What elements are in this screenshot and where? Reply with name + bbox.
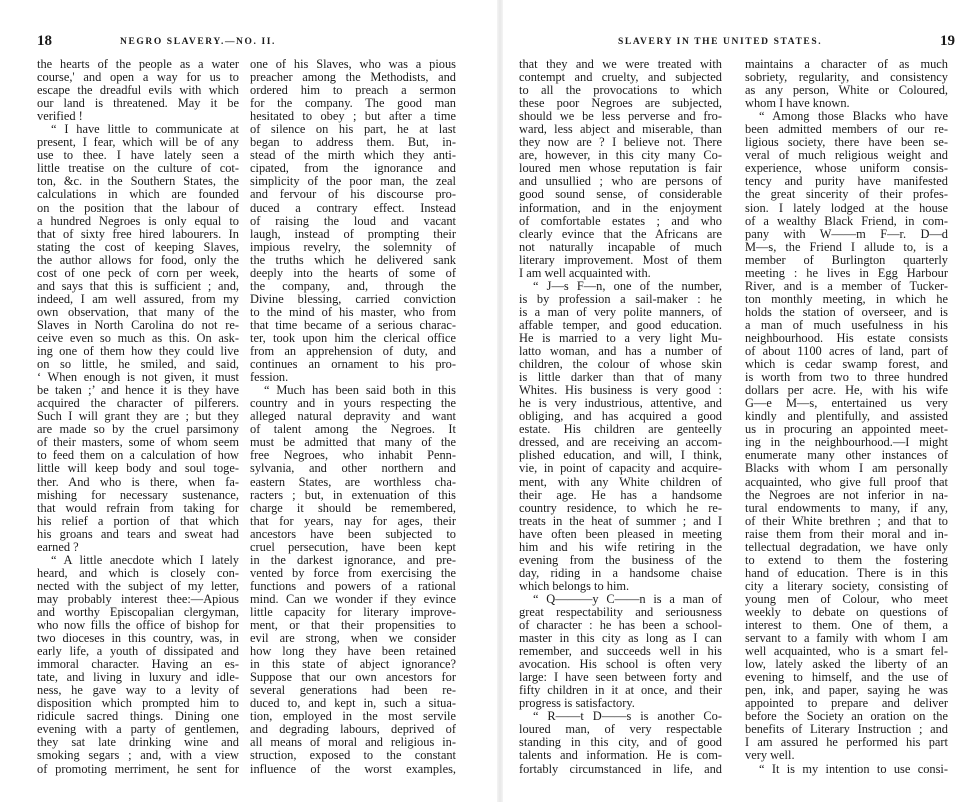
text-line: vented by force from exercising the: [250, 565, 456, 580]
text-line: laugh, instead of prompting their: [250, 226, 456, 241]
text-line: should we be less perverse and fro-: [519, 109, 722, 124]
text-line: I am assured he performed his part: [745, 735, 948, 750]
text-line: which belongs to him.: [519, 578, 630, 593]
text-line: several generations had been re-: [250, 683, 456, 698]
text-line: to all the provocations to which: [519, 83, 722, 98]
text-line: and says that this is sufficient ; and,: [37, 278, 239, 293]
text-line: sobriety, regularity, and consistency: [745, 70, 948, 85]
text-line: the Negroes are not inferior in na-: [745, 487, 948, 502]
text-line: of a wealthy Black Friend, in com-: [745, 213, 948, 228]
text-line: duced to, and kept in, such a situa-: [250, 696, 456, 711]
text-line: stating the cost of keeping Slaves,: [37, 239, 239, 254]
text-line: earned ?: [37, 539, 79, 554]
text-line: I am well acquainted with.: [519, 265, 651, 280]
text-line: course,' and open a way for us to: [37, 70, 239, 85]
text-line: the author allows for food, only the: [37, 252, 239, 267]
text-line: free Negroes, who inhabit Penn-: [250, 448, 456, 463]
text-line: of their White brethren ; and that to: [745, 513, 948, 528]
text-line: acquainted, who give full proof that: [745, 474, 948, 489]
text-line: ward, less abject and miserable, than: [519, 122, 722, 137]
text-line: continues an ornament to his pro-: [250, 357, 456, 372]
text-line: that would refrain from taking for: [37, 500, 239, 515]
text-line: avocation. His school is often very: [519, 657, 722, 672]
text-line: tate, and living in luxury and idle-: [37, 670, 239, 685]
text-line: to the mind of his master, who from: [250, 304, 456, 319]
text-line: Whites. His business is very good :: [519, 383, 722, 398]
text-line: eastern States, are worthless cha-: [250, 474, 456, 489]
text-line: own observation, that many of the: [37, 304, 239, 319]
text-line: alleged natural depravity and want: [250, 409, 456, 424]
text-line: of character : he has been a school-: [519, 618, 722, 633]
text-line: of comfortable estates ; and who: [519, 213, 722, 228]
text-line: meeting : he lives in Egg Harbour: [745, 265, 948, 280]
text-line: which is cedar swamp forest, and: [745, 357, 948, 372]
text-line: ton, &c. in the Southern States, the: [37, 174, 239, 189]
text-line: who now fills the office of bishop for: [37, 618, 239, 633]
text-line: the great sincerity of their profes-: [745, 187, 948, 202]
text-line: holds the station of overseer, and is: [745, 304, 948, 319]
text-line: and degrading labours, deprived of: [250, 722, 456, 737]
text-line: hesitated to obey ; but after a time: [250, 109, 456, 124]
text-line: immoral character. Having an es-: [37, 657, 239, 672]
text-line: ing in the neighbourhood.—I might: [745, 435, 948, 450]
text-line: interest to them. One of them, a: [745, 618, 948, 633]
text-line: Such I will grant they are ; but they: [37, 409, 239, 424]
text-column: [519, 58, 722, 776]
text-line: tural endowments to many, if any,: [745, 500, 948, 515]
text-line: “ I have little to communicate at: [51, 122, 239, 137]
text-line: charge it should be remembered,: [250, 500, 456, 515]
text-line: “ J—s F—n, one of the number,: [533, 278, 722, 293]
text-line: estate. His children are genteelly: [519, 422, 722, 437]
text-line: struction, exposed to the constant: [250, 748, 456, 763]
text-line: clearly evince that the Africans are: [519, 226, 722, 241]
text-line: and fervour of his discourse pro-: [250, 187, 456, 202]
text-line: treats in the heat of summer ; and I: [519, 513, 722, 528]
text-line: be taken ;’ and hence it is they have: [37, 383, 239, 398]
text-line: master in this city as long as I can: [519, 631, 722, 646]
text-line: and worthy Episcopalian clergyman,: [37, 604, 239, 619]
text-line: the company, and, through the: [250, 278, 456, 293]
running-head: SLAVERY IN THE UNITED STATES.: [618, 37, 823, 47]
text-line: on the position that the labour of: [37, 200, 239, 215]
text-line: a hundred Negroes is only equal to: [37, 213, 239, 228]
text-line: fortably circumstanced in life, and: [519, 761, 722, 776]
text-line: ther. And who is there, when fa-: [37, 474, 239, 489]
text-line: children, the colour of whose skin: [519, 357, 722, 372]
text-line: been admitted members of our re-: [745, 122, 948, 137]
text-line: ordered him to preach a sermon: [250, 83, 456, 98]
text-line: ‘ When enough is not given, it must: [37, 370, 239, 385]
text-line: cruel persecution, have been kept: [250, 539, 456, 554]
text-line: impious revelry, the solemnity of: [250, 239, 456, 254]
text-line: in this state of abject ignorance?: [250, 657, 456, 672]
text-line: benefits of Literary Instruction ; and: [745, 722, 948, 737]
text-line: two dioceses in this country, was, in: [37, 631, 239, 646]
text-line: G—e M—s, entertained us very: [745, 396, 948, 411]
text-line: are made so by the cruel parsimony: [37, 422, 239, 437]
text-line: tellectual degradation, we have only: [745, 539, 948, 554]
text-line: of silence on his part, he at last: [250, 122, 456, 137]
text-line: nected with the subject of my letter,: [37, 578, 239, 593]
text-line: sylvania, and other northern and: [250, 461, 456, 476]
text-line: may probably interest thee:—Apious: [37, 591, 239, 606]
text-line: country and in yours respecting the: [250, 396, 456, 411]
text-line: mind. Can we wonder if they evince: [250, 591, 456, 606]
text-line: duced a contrary effect. Instead: [250, 200, 456, 215]
text-line: he is very industrious, attentive, and: [519, 396, 722, 411]
text-column: [250, 58, 456, 776]
text-line: indeed, I am well assured, from my: [37, 291, 239, 306]
text-line: ancestors have been subjected to: [250, 526, 456, 541]
text-line: in the darkest ignorance, and pre-: [250, 552, 456, 567]
text-line: cipated, from the ignorance and: [250, 161, 456, 176]
text-line: “ Q———y C——n is a man of: [533, 591, 722, 606]
text-line: is worth from two to three hundred: [745, 370, 948, 385]
text-line: experience, whose uniform consis-: [745, 161, 948, 176]
text-line: cost of one peck of corn per week,: [37, 265, 239, 280]
text-line: loured men whose reputation is fair: [519, 161, 722, 176]
text-line: good sound sense, of considerable: [519, 187, 722, 202]
text-line: ligious society, there have been se-: [745, 135, 948, 150]
text-line: young men of Colour, who meet: [745, 591, 948, 606]
text-line: country residence, to which he re-: [519, 500, 722, 515]
text-line: disposition which prompted him to: [37, 696, 239, 711]
page-number: 19: [940, 33, 955, 49]
text-line: loured man, of very respectable: [519, 722, 722, 737]
text-line: how long they have been retained: [250, 644, 456, 659]
text-line: Divine blessing, carried conviction: [250, 291, 456, 306]
text-line: on so little, he smiled, and said,: [37, 357, 239, 372]
text-line: of talent among the Negroes. It: [250, 422, 456, 437]
text-line: pany with W——m F—r. D—d: [745, 226, 948, 241]
text-line: fifty children in it at once, and their: [519, 683, 722, 698]
text-line: contempt and cruelty, and subjected: [519, 70, 722, 85]
text-line: early life, a youth of dissipated and: [37, 644, 239, 659]
text-line: remember, and succeeds well in his: [519, 644, 722, 659]
text-line: are, however, in this city many Co-: [519, 148, 722, 163]
text-line: deeply into the hearts of some of: [250, 265, 456, 280]
text-line: began to address them. But, in-: [250, 135, 456, 150]
running-head: NEGRO SLAVERY.—NO. II.: [120, 37, 277, 47]
text-line: ing one of them how they could live: [37, 344, 239, 359]
text-line: ness, he gave way to a levity of: [37, 683, 239, 698]
text-line: as any person, White or Coloured,: [745, 83, 948, 98]
text-line: evil are strong, when we consider: [250, 631, 456, 646]
text-line: of their masters, some of whom seem: [37, 435, 239, 450]
text-line: “ A little anecdote which I lately: [51, 552, 239, 567]
text-line: servant to a family with whom I am: [745, 631, 948, 646]
text-line: mishing for necessary sustenance,: [37, 487, 239, 502]
text-line: member of Burlington quarterly: [745, 252, 948, 267]
text-line: and unsullied ; who are persons of: [519, 174, 722, 189]
text-line: plished education, and will, I think,: [519, 448, 722, 463]
text-line: ridicule sacred things. Dining one: [37, 709, 239, 724]
text-line: that they and we were treated with: [519, 57, 722, 71]
text-line: pen, ink, and paper, saying he was: [745, 683, 948, 698]
text-line: before the Society an oration on the: [745, 709, 948, 724]
text-line: these poor Negroes are subjected,: [519, 96, 722, 111]
text-line: Slaves in North Carolina do not re-: [37, 317, 239, 332]
text-line: city a literary society, consisting of: [745, 578, 948, 593]
text-line: heard, and which is closely con-: [37, 565, 239, 580]
text-line: his relief a portion of that which: [37, 513, 239, 528]
text-line: their age. He has a handsome: [519, 487, 722, 502]
text-line: M—s, the Friend I allude to, is a: [745, 239, 948, 254]
text-line: very well.: [745, 748, 795, 763]
text-line: Suppose that our own ancestors for: [250, 670, 456, 685]
text-line: the truths which he delivered sank: [250, 252, 456, 267]
text-line: great respectability and seriousness: [519, 604, 722, 619]
text-line: verified !: [37, 109, 83, 124]
text-line: all means of moral and religious in-: [250, 735, 456, 750]
text-line: “ Among those Blacks who have: [759, 109, 948, 124]
text-line: our land is threatened. May it be: [37, 96, 239, 111]
text-line: stead of the mirth which they anti-: [250, 148, 456, 163]
text-line: escape the dreadful evils with which: [37, 83, 239, 98]
text-line: acquired the character of pilferers.: [37, 396, 239, 411]
text-line: present, I fear, which will be of any: [37, 135, 239, 150]
text-line: sion. I lately lodged at the house: [745, 200, 948, 215]
text-line: is little darker than that of many: [519, 370, 722, 385]
text-line: ter, took upon him the clerical office: [250, 330, 456, 345]
text-line: “ Much has been said both in this: [264, 383, 456, 398]
text-line: preacher among the Methodists, and: [250, 70, 456, 85]
text-line: little treatise on the culture of cot-: [37, 161, 239, 176]
text-line: not naturally incapable of much: [519, 239, 722, 254]
text-line: little will keep body and soul toge-: [37, 461, 239, 476]
text-line: him and his wife retiring in the: [519, 539, 722, 554]
text-line: information, and in the enjoyment: [519, 200, 722, 215]
text-line: talents and information. He is com-: [519, 748, 722, 763]
text-line: literary improvement. Most of them: [519, 252, 722, 267]
text-line: He is married to a very light Mu-: [519, 330, 722, 345]
text-line: that for years, nay for ages, their: [250, 513, 456, 528]
text-line: dollars per acre. He, with his wife: [745, 383, 948, 398]
text-line: hand of education. There is in this: [745, 565, 948, 580]
text-line: well acquainted, who is a smart fel-: [745, 644, 948, 659]
text-line: that of sixty free hired labourers. In: [37, 226, 239, 241]
text-line: use to thee. I have lately seen a: [37, 148, 239, 163]
text-line: Blacks with whom I am personally: [745, 461, 948, 476]
text-line: functions and powers of a rational: [250, 578, 456, 593]
text-line: the hearts of the people as a water: [37, 57, 239, 71]
text-line: calculations in which are founded: [37, 187, 239, 202]
text-line: smoking segars ; and, with a view: [37, 748, 239, 763]
text-line: whom I have known.: [745, 96, 850, 111]
text-line: simplicity of the poor man, the zeal: [250, 174, 456, 189]
text-line: enumerate many other instances of: [745, 448, 948, 463]
text-line: low, lately asked the liberty of an: [745, 657, 948, 672]
text-line: tency and purity have manifested: [745, 174, 948, 189]
text-line: must be admitted that many of the: [250, 435, 456, 450]
text-line: racters ; but, in extenuation of this: [250, 487, 456, 502]
text-line: that time became of a serious charac-: [250, 317, 456, 332]
text-line: of about 1100 acres of land, part of: [745, 344, 948, 359]
text-line: of raising the loud and vacant: [250, 213, 456, 228]
text-line: maintains a character of as much: [745, 57, 948, 71]
text-line: little capacity for literary improve-: [250, 604, 456, 619]
text-column: [37, 58, 239, 776]
text-line: weekly to debate on questions of: [745, 604, 948, 619]
text-column: [745, 58, 948, 776]
text-line: for the company. The good man: [250, 96, 456, 111]
text-line: influence of the worst examples,: [250, 761, 456, 776]
text-line: us in procuring an appointed meet-: [745, 422, 948, 437]
text-line: veral of much religious weight and: [745, 148, 948, 163]
text-line: ment, with any White children of: [519, 474, 722, 489]
text-line: neighbourhood. His estate consists: [745, 330, 948, 345]
text-line: progress is satisfactory.: [519, 696, 635, 711]
text-line: fession.: [250, 370, 289, 385]
text-line: latto woman, and has a number of: [519, 344, 722, 359]
text-line: they sat late drinking wine and: [37, 735, 239, 750]
text-line: evening from the business of the: [519, 552, 722, 567]
text-line: they now are ? I believe not. There: [519, 135, 722, 150]
text-line: “ R——t D——s is another Co-: [533, 709, 722, 724]
page-number: 18: [37, 33, 52, 49]
text-line: vie, in point of capacity and acquire-: [519, 461, 722, 476]
text-line: large: I have seen between forty and: [519, 670, 722, 685]
text-line: kindly and plentifully, and assisted: [745, 409, 948, 424]
text-line: obliging, and has acquired a good: [519, 409, 722, 424]
text-line: to extend to them the fostering: [745, 552, 948, 567]
text-line: tion, employed in the most servile: [250, 709, 456, 724]
text-line: one of his Slaves, who was a pious: [250, 57, 456, 71]
text-line: “ It is my intention to use consi-: [759, 761, 948, 776]
text-line: raise them from their moral and in-: [745, 526, 948, 541]
text-line: affable temper, and good education.: [519, 317, 722, 332]
text-line: is a man of very polite manners, of: [519, 304, 722, 319]
text-line: ceive even so much as this. On ask-: [37, 330, 239, 345]
text-line: ment, or that their propensities to: [250, 618, 456, 633]
text-line: of promoting merriment, he sent for: [37, 761, 239, 776]
text-line: from an apprehension of duty, and: [250, 344, 456, 359]
text-line: appointed to prepare and deliver: [745, 696, 948, 711]
text-line: evening to himself, and the use of: [745, 670, 948, 685]
text-line: ton monthly meeting, in which he: [745, 291, 948, 306]
text-line: have often been pleased in meeting: [519, 526, 722, 541]
text-line: a man of much usefulness in his: [745, 317, 948, 332]
text-line: standing in this city, and of good: [519, 735, 722, 750]
text-line: evening with a party of gentlemen,: [37, 722, 239, 737]
text-line: dressed, and are receiving an accom-: [519, 435, 722, 450]
text-line: to feed them on a calculation of how: [37, 448, 239, 463]
text-line: day, riding in a handsome chaise: [519, 565, 722, 580]
text-line: his groans and tears and sweat had: [37, 526, 239, 541]
text-line: is by profession a sail-maker : he: [519, 291, 722, 306]
text-line: River, and is a member of Tucker-: [745, 278, 948, 293]
